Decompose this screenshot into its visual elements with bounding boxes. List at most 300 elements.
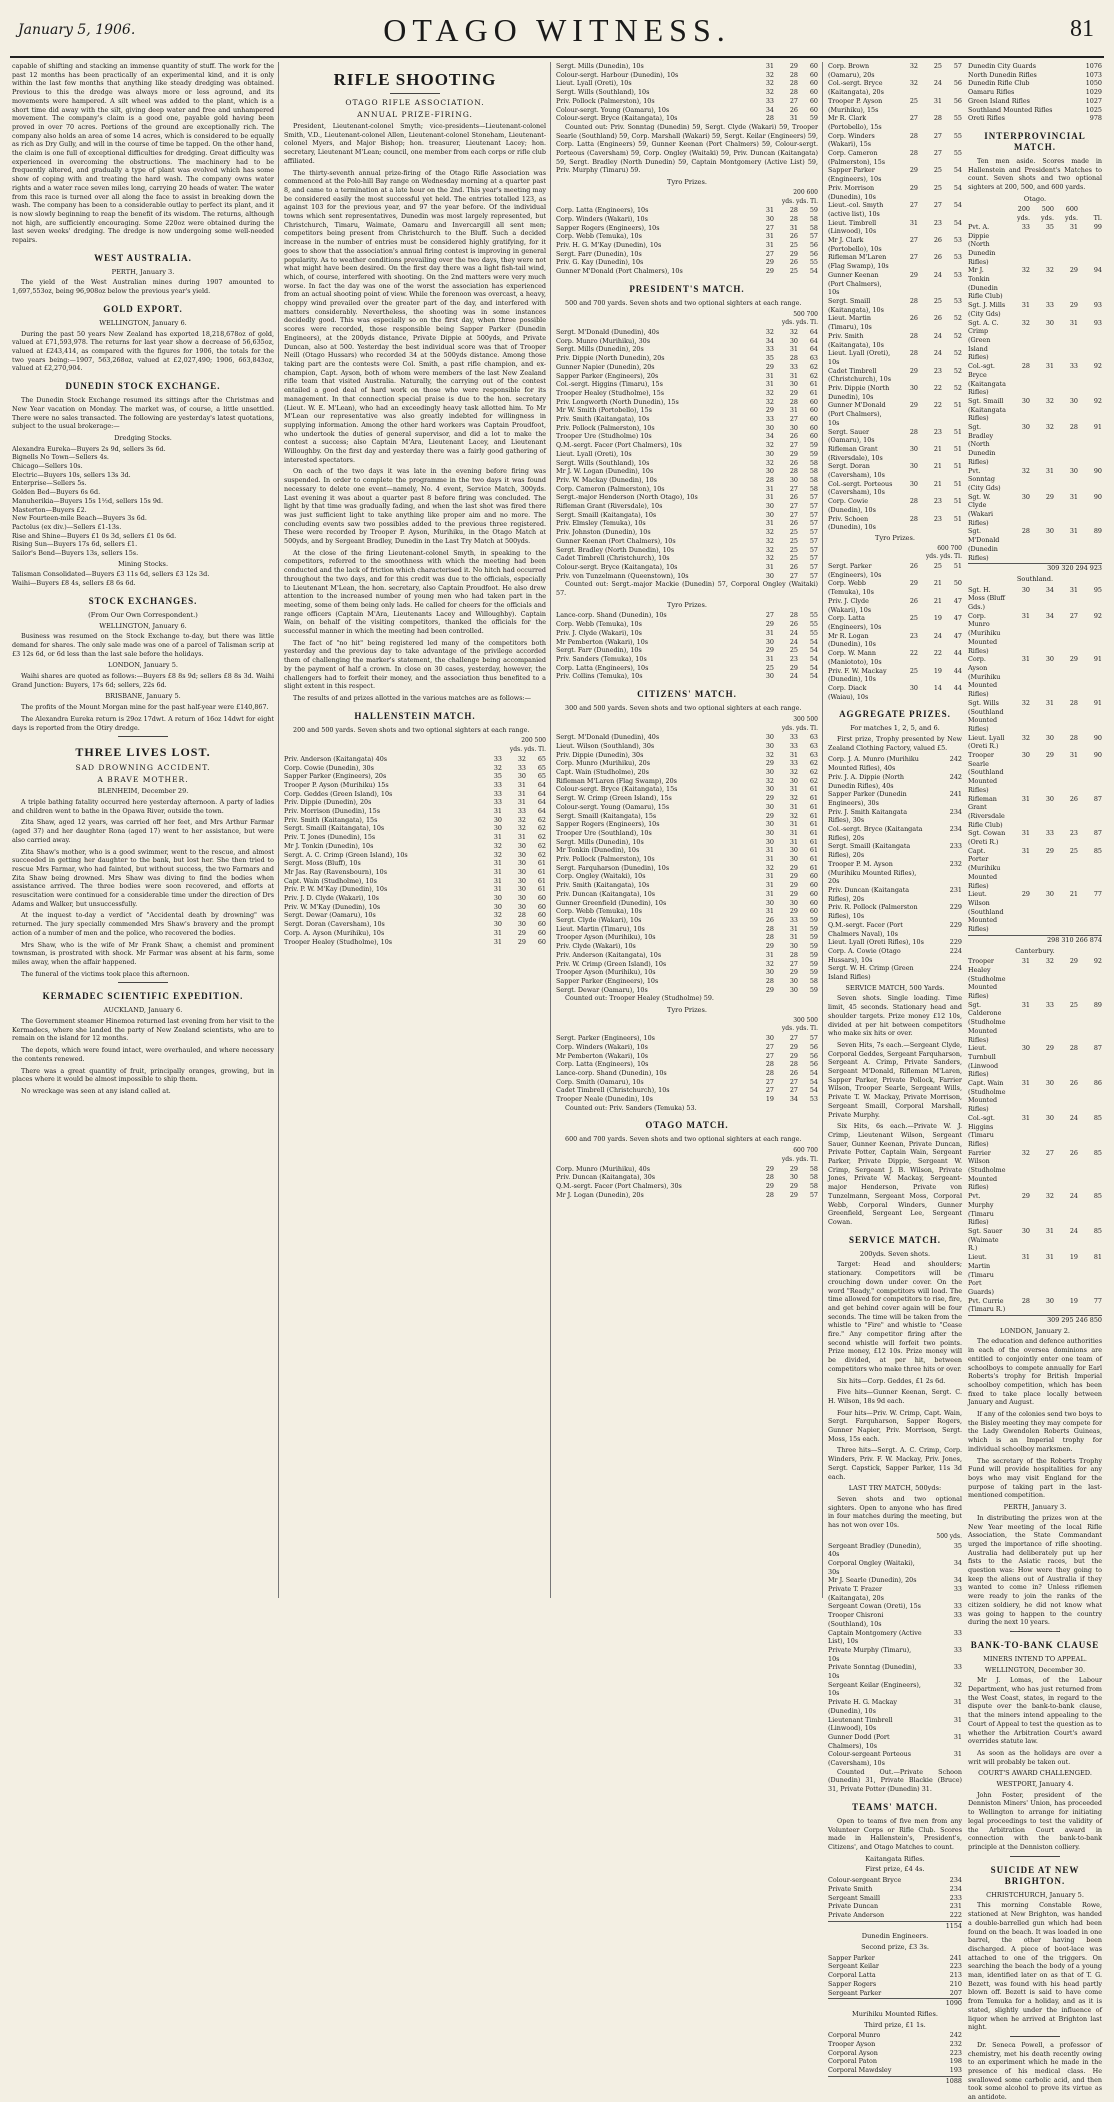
table-cell-value: 56 (953, 96, 962, 105)
table-cell-name: Sgt. Calderone (Studholme Mounted Rifles) (968, 1000, 1006, 1044)
table-cell-value: 234 (949, 1876, 962, 1885)
table-cell-name: Lieut. Wilson (Southland Mounted Rifles) (968, 890, 1004, 934)
table-cell-name: Corporal Ongley (Waitaki), 30s (828, 1558, 915, 1576)
table-cell-value: 53 (953, 236, 962, 245)
table-cell-name: Priv. J. A. Dippie (North Dunedin Rifles), 40s (828, 772, 904, 790)
table-cell-value: 56 (809, 1060, 818, 1069)
page-number: 81 (1070, 16, 1094, 42)
list-item: Alexandra Eureka—Buyers 2s 9d, sellers 3s 6d. (12, 444, 166, 453)
table-cell-name: Corp. Latta (Engineers), 10s (556, 663, 649, 672)
table-cell-value: 28 (909, 331, 918, 340)
table-cell-value: 198 (949, 2057, 962, 2066)
table-cell-value: 57 (809, 519, 818, 528)
table-cell-value: 51 (953, 497, 962, 506)
doctor-text: Dr. Seneca Powell, a professor of chemistry, met his death recently owing to an experiment which he made in the presence of his medical class. He swallowed some carbolic acid, and then took some alcohol to prove its virtue as an antidote. (968, 2040, 1102, 2102)
table-cell-name: Col.-sgt. Bryce (Kaitangata Rifles) (968, 362, 1006, 397)
table-cell-name: Sgt. Bradley (North Dunedin Rifles) (968, 423, 996, 466)
table-cell-value: 55 (953, 131, 962, 140)
stock-heading: DUNEDIN STOCK EXCHANGE. (65, 381, 221, 392)
table-cell-value: 29 (765, 267, 774, 276)
table-cell-value: 90 (1093, 492, 1102, 501)
table-cell-name: Sergeant Bradley (Dunedin), 40s (828, 1541, 922, 1559)
exchanges-text: Business was resumed on the Stock Exchange to-day, but there was little demand for shares. The only sale made was one of a parcel of Talisman scrip at £3 12s 6d, or 6d less than the last sale before the holidays. (12, 632, 274, 658)
table-cell-value: 60 (537, 920, 546, 929)
table-cell-value: 29 (517, 928, 526, 937)
table-cell-value: 29 (765, 620, 774, 629)
table-cell-name: Dunedin City Guards (968, 62, 1037, 70)
table-cell-name (968, 205, 1006, 214)
table-cell-value: 29 (789, 62, 798, 70)
table-cell-value: 33 (517, 763, 526, 772)
table-cell-value: 55 (953, 114, 962, 123)
table-cell-value: 31 (1021, 794, 1030, 803)
table-cell-value: 32 (493, 911, 502, 920)
table-cell-value: 30 (909, 683, 918, 692)
table-cell-name: Corp. Winders (Wakari), 15s (828, 131, 875, 149)
table-cell-value: 91 (1093, 655, 1102, 664)
stock-quote-list (12, 445, 274, 558)
last-try-counted-out: Counted Out.—Private Schoon (Dunedin) 31, Private Blackie (Bruce) 31, Private Potter (Dunedin) 31. (828, 1767, 962, 1794)
table-cell-name: Sapper Parker (Dunedin Engineers), 30s (828, 790, 907, 807)
table-cell-value: 59 (809, 924, 818, 933)
table-cell-value: 26 (909, 596, 918, 605)
table-cell-value: 51 (953, 462, 962, 471)
table-cell-value: 28 (1021, 1296, 1030, 1305)
table-cell-name: Trooper P. Ayson (Murihiku), 15s (828, 96, 883, 114)
table-cell-value: 92 (1093, 611, 1102, 620)
table-cell-value: 23 (933, 427, 942, 436)
table-cell-value: 31 (765, 655, 774, 663)
london-dateline: LONDON, January 5. (107, 661, 179, 670)
table-cell-value: 31 (493, 859, 502, 868)
table-cell-value: 30 (765, 837, 774, 846)
table-cell-name: Sergt. Mills (Dunedin), 10s (556, 837, 644, 846)
table-cell-value: 34 (789, 1095, 798, 1104)
table-cell-name: Priv. Pollock (Palmerston), 10s (556, 423, 655, 432)
table-cell-name: Mr R. Logan (Dunedin), 10s (828, 631, 876, 649)
separator (390, 93, 440, 94)
table-cell-name: Gunner M'Donald (Port Chalmers), 10s (556, 267, 683, 276)
table-cell-value: 25 (765, 663, 774, 672)
table-cell-value: 30 (765, 467, 774, 476)
table-cell-value: 31 (765, 380, 774, 389)
table-cell-value: 85 (1093, 846, 1102, 855)
table-cell-name: Sapper Rogers (Engineers), 10s (556, 820, 660, 829)
table-cell-name: Sapper Parker (828, 1953, 875, 1962)
table-cell-value: 1029 (1085, 88, 1102, 97)
three-hits: Three hits—Sergt. A. C. Crimp, Corp. Winders, Priv. F. W. Mackay, Priv. Jones, Sergt. Capstick, Sapper Parker, 11s 3d each. (828, 1446, 962, 1481)
table-cell-value: 77 (1093, 890, 1102, 899)
table-cell-value: 50 (953, 579, 962, 588)
table-cell-value: 25 (789, 646, 798, 655)
table-cell-value: 29 (765, 942, 774, 951)
table-cell-value: 26 (765, 915, 774, 924)
table-cell-name: Sapper Parker (Engineers), 10s (556, 976, 659, 985)
table-cell-value: 61 (809, 811, 818, 820)
table-cell-name: Corp. J. A. Munro (Murihiku Mounted Rifles), 40s (828, 755, 919, 773)
table-cell-name: Sergt. Smaill (Kaitangata), 10s (284, 824, 385, 833)
table-cell-value: 64 (809, 336, 818, 345)
table-cell-value: 59 (809, 449, 818, 458)
list-item: Bignells No Town—Sellers 4s. (12, 453, 109, 462)
table-cell-value: 62 (809, 768, 818, 777)
table-cell-value: 28 (933, 114, 942, 123)
list-item: Rise and Shine—Buyers £1 0s 3d, sellers £1 0s 6d. (12, 531, 177, 540)
table-cell-value: 60 (809, 62, 818, 70)
tyro-heading: Tyro Prizes. (667, 178, 707, 187)
table-cell-value: 14 (933, 683, 942, 692)
table-cell-value: 54 (809, 1068, 818, 1077)
table-cell-name: Sergt. A. C. Crimp (Green Island), 10s (284, 850, 408, 859)
table-cell-value: 242 (949, 2031, 962, 2040)
table-cell-value: 27 (909, 201, 918, 210)
table-cell-value: 241 (949, 1953, 962, 1962)
table-cell-value: 27 (933, 149, 942, 158)
table-cell-value: 32 (1045, 1192, 1054, 1201)
table-cell-name: Priv. Duncan (Kaitangata Rifles), 20s (828, 885, 910, 903)
table-cell-name: Col.-sergt. Porteous (Caversham), 10s (828, 479, 893, 497)
paragraph: At the inquest to-day a verdict of "Accidental death by drowning" was returned. The jury specially commended Mrs Shaw's bravery and the prompt action of a number of men and the police, who recovered the bodies. (12, 911, 274, 937)
table-cell-value: 21 (1069, 890, 1078, 899)
table-cell-value: 31 (1069, 318, 1078, 327)
table-cell-value: 34 (765, 432, 774, 441)
table-cell-value: 26 (789, 458, 798, 467)
table-cell-value: 31 (765, 371, 774, 380)
table-cell-value: 234 (949, 807, 962, 816)
table-cell-name: Priv. Dippie (North Dunedin), 20s (556, 354, 665, 363)
table-cell-value: 64 (537, 798, 546, 807)
table-cell-value: 32 (953, 1680, 962, 1689)
table-cell-value: 31 (1045, 362, 1054, 371)
table-cell-value: 29 (789, 388, 798, 397)
table-cell-value: 28 (789, 1060, 798, 1069)
table-cell-value: 58 (809, 467, 818, 476)
table-cell-value: 231 (949, 1902, 962, 1911)
table-cell-name: Corp. Cameron (Palmerston), 10s (556, 484, 665, 493)
table-cell-value: 30 (493, 920, 502, 929)
table-cell-value: 59 (809, 933, 818, 942)
table-cell-value: 28 (789, 950, 798, 959)
rifle-paragraphs (284, 122, 546, 703)
table-cell-name: Priv. Pollock (Palmerston), 10s (556, 855, 655, 864)
table-cell-value: 61 (809, 855, 818, 864)
table-cell-value: 31 (765, 889, 774, 898)
table-cell-value: 33 (765, 415, 774, 424)
aggregate-heading: AGGREGATE PRIZES. (839, 709, 951, 720)
table-cell-name: Mr J. W. Logan (Dunedin), 10s (556, 467, 654, 476)
table-cell-value: 57 (809, 232, 818, 241)
kaitangata-heading: Kaitangata Rifles. (865, 1854, 925, 1863)
table-cell-value: 28 (765, 933, 774, 942)
table-cell-name: Priv. J. D. Clyde (Wakari), 10s (284, 894, 379, 903)
table-cell-name: Corporal Paton (828, 2057, 878, 2066)
table-cell-name: Private Duncan (828, 1902, 879, 1911)
table-cell-value: 26 (1069, 1148, 1078, 1157)
table-cell-name: Gunner Keenan (Port Chalmers), 10s (828, 270, 882, 297)
table-cell-value: 25 (789, 554, 798, 563)
suicide-heading: SUICIDE AT NEW BRIGHTON. (990, 1864, 1080, 1886)
tyro2-heading: Tyro Prizes. (667, 600, 707, 609)
table-cell-value: 91 (1093, 698, 1102, 707)
table-cell-value: 44 (953, 666, 962, 675)
paragraph: The results of and prizes allotted in the various matches are as follows:— (293, 694, 532, 702)
last-try-col-header: 500 yds. (936, 1532, 962, 1540)
table-cell-value: 33 (1069, 362, 1078, 371)
table-cell-value: 63 (809, 354, 818, 363)
lives-sub: SAD DROWNING ACCIDENT. (75, 763, 211, 773)
table-cell-value: 32 (493, 841, 502, 850)
table-cell-value: 28 (517, 911, 526, 920)
table-cell-name: Captain Montgomery (Active List), 10s (828, 1628, 922, 1646)
exchanges-dateline: WELLINGTON, January 6. (99, 621, 187, 630)
canterbury-team-total: 309 295 246 850 (968, 1315, 1102, 1325)
table-cell-value: 28 (909, 149, 918, 158)
table-cell-value: 63 (809, 750, 818, 759)
table-cell-value: 32 (1045, 957, 1054, 966)
table-cell-value: 32 (1021, 733, 1030, 742)
table-cell-value: 56 (809, 1042, 818, 1051)
column-1 (12, 62, 274, 1598)
otago-match-table (556, 1165, 818, 1200)
table-cell-value: 57 (809, 528, 818, 537)
table-cell-value: 29 (765, 406, 774, 415)
table-cell-value: 61 (537, 885, 546, 894)
table-cell-value: 61 (809, 785, 818, 794)
table-cell-name: Sgt. A. C. Crimp (Green Island Rifles) (968, 318, 999, 362)
table-cell-value: 60 (537, 911, 546, 920)
table-cell-value: 224 (949, 946, 962, 955)
table-cell-value: 56 (809, 241, 818, 250)
table-cell-value: 30 (909, 384, 918, 393)
table-cell-value: 24 (933, 331, 942, 340)
table-cell-value: 29 (789, 249, 798, 258)
table-cell-name: Priv. Morrison (Dunedin), 15s (284, 807, 380, 816)
table-cell-name: Sergt. Dewar (Oamaru), 10s (556, 985, 648, 994)
table-cell-value: 30 (765, 423, 774, 432)
separator (1010, 2036, 1060, 2037)
table-cell-value: 19 (933, 614, 942, 623)
presidents-counted-out: Counted out: Sergt.-major Mackie (Dunedin) 57, Corporal Ongley (Waitaki) 57. (556, 580, 818, 598)
table-cell-name: Priv. W. Mackay (Dunedin), 10s (556, 475, 657, 484)
table-cell-value: 32 (517, 754, 526, 763)
paragraph: Zita Shaw, aged 12 years, was carried off her feet, and Mrs Arthur Farmar (aged 37) and her daughter Rona (aged 17) went to her assistance, but were also carried away. (12, 818, 274, 844)
table-cell-name: Lieut. Lyall (Oreti), 10s (556, 79, 632, 88)
table-cell-value: 54 (953, 218, 962, 227)
table-cell-value: 27 (789, 510, 798, 519)
table-cell-value: 28 (765, 976, 774, 985)
table-cell-value: 29 (765, 794, 774, 803)
table-cell-value: 27 (933, 131, 942, 140)
table-cell-value: 30 (765, 820, 774, 829)
table-cell-value: 23 (933, 514, 942, 523)
column-2 (284, 62, 546, 1598)
court-text: John Foster, president of the Denniston Miners' Union, has proceeded to Wellington to arrange for initiating legal proceedings to test the validity of the Arbitration Court award in connection with the bank-to-bank principle at the Denniston colliery. (968, 1790, 1102, 1851)
list-item: Enterprise—Sellers 5s. (12, 479, 87, 488)
table-cell-value: 32 (1021, 266, 1030, 275)
table-cell-value: 54 (809, 637, 818, 646)
table-cell-name: Corp. Cameron (Palmerston), 15s (828, 149, 886, 166)
interprovincial-heading: INTERPROVINCIAL MATCH. (984, 130, 1086, 152)
service2-sub: 200yds. Seven shots. (859, 1249, 931, 1258)
table-cell-name: Sergeant Keilar (828, 1962, 879, 1971)
table-cell-value: 25 (1069, 1000, 1078, 1009)
table-cell-value: 92 (1093, 957, 1102, 966)
table-cell-value: 19 (1069, 1253, 1078, 1262)
table-cell-name: Col.-sgt. Higgins (Timaru Rifles) (968, 1113, 995, 1148)
table-cell-value: 29 (765, 985, 774, 994)
table-cell-value: 54 (809, 655, 818, 663)
table-cell-value: 30 (517, 841, 526, 850)
table-cell-name: Sergt. Smaill (Kaitangata), 10s (556, 510, 657, 519)
table-cell-value: 31 (1021, 1253, 1030, 1262)
table-cell-value: 99 (1093, 222, 1102, 231)
table-cell-value: 32 (765, 776, 774, 785)
citizens-counted-out: Counted out: Trooper Healey (Studholme) 59. (565, 994, 714, 1003)
table-cell-name: Sergt. Smaill (Kaitangata Rifles), 20s (828, 842, 911, 860)
table-cell-name: Trooper Neale (Dunedin), 10s (556, 1095, 653, 1104)
table-cell-value: 24 (789, 637, 798, 646)
table-cell-value: 32 (909, 62, 918, 70)
table-cell-name: Sergt. W. H. Crimp (Green Island Rifles) (828, 964, 914, 982)
table-cell-value: 30 (789, 1173, 798, 1182)
table-cell-value: 30 (789, 855, 798, 864)
table-cell-name: Sergt. Farr (Dunedin), 10s (556, 646, 642, 655)
table-cell-value: 23 (933, 497, 942, 506)
table-cell-value: 61 (809, 828, 818, 837)
dredging-stocks-heading: Dredging Stocks. (114, 433, 172, 442)
table-cell-value: 29 (1069, 655, 1078, 664)
table-cell-value: 19 (933, 666, 942, 675)
table-cell-value: 92 (1093, 362, 1102, 371)
table-cell-value: 81 (1093, 1253, 1102, 1262)
table-cell-value: 33 (765, 345, 774, 354)
table-cell-value: 31 (789, 924, 798, 933)
table-cell-value: 47 (953, 631, 962, 640)
table-cell-value: 62 (809, 371, 818, 380)
table-cell-value: 28 (765, 114, 774, 123)
table-cell-value: 28 (789, 88, 798, 97)
table-cell-value: 29 (765, 362, 774, 371)
hallenstein-sub: 200 and 500 yards. Seven shots and two optional sighters at each range. (293, 725, 530, 734)
table-cell-value: Tl. (1093, 214, 1102, 223)
table-cell-value: 58 (809, 484, 818, 493)
table-cell-name: Lance-corp. Shand (Dunedin), 10s (556, 611, 667, 620)
separator (1010, 1856, 1060, 1857)
table-cell-value: 30 (765, 502, 774, 511)
table-cell-value: 25 (1069, 846, 1078, 855)
table-cell-value: 32 (1021, 466, 1030, 475)
table-cell-value: 33 (789, 915, 798, 924)
aggregate-text: First prize, Trophy presented by New Zealand Clothing Factory, valued £5. (828, 735, 962, 752)
table-cell-value: 33 (1045, 1000, 1054, 1009)
court-heading: COURT'S AWARD CHALLENGED. (978, 1769, 1092, 1778)
table-cell-name: Lieut. Lyall (Oreti), 10s (556, 449, 632, 458)
table-cell-value: 30 (517, 885, 526, 894)
table-cell-value: 27 (909, 253, 918, 262)
wa-heading: WEST AUSTRALIA. (94, 252, 192, 263)
table-cell-value: 31 (765, 628, 774, 637)
table-cell-name: Corporal Latta (828, 1971, 876, 1980)
table-cell-value: 30 (789, 776, 798, 785)
table-cell-value: 95 (1093, 585, 1102, 594)
table-cell-name: Priv. J. Smith Kaitangata Rifles), 30s (828, 807, 908, 825)
table-cell-name: Mr Pemberton (Wakari), 10s (556, 1051, 649, 1060)
table-cell-name: Lance-corp. Shand (Dunedin), 10s (556, 1068, 667, 1077)
table-cell-name: Sgt. Smaill (Kaitangata Rifles) (968, 396, 1006, 423)
table-cell-value: 22 (933, 384, 942, 393)
table-cell-value: 229 (949, 903, 962, 912)
table-cell-name: Corp. A. Cowie (Otago Hussars), 10s (828, 946, 901, 964)
table-cell-value: 59 (809, 942, 818, 951)
gold-text: During the past 50 years New Zealand has exported 18,218,678oz of gold, valued at £71,593,978. The returns for last year show a decrease of 56,635oz, valued at £243,414, as compared with the figures for 1906, the totals for the two years being:—1907, 563,268oz, valued at £2,027,490; 1906, 663,843oz, valued at £2,270,904. (12, 329, 274, 373)
table-cell-value: 25 (933, 166, 942, 175)
presidents-col-header: 500 700 (793, 310, 818, 318)
otago-match-sub: 600 and 700 yards. Seven shots and two optional sighters at each range. (565, 1135, 802, 1144)
column-divider (822, 62, 823, 1598)
table-cell-name: Corp. Munro (Murihiku), 40s (556, 1164, 651, 1173)
table-cell-value: 33 (789, 759, 798, 768)
table-cell-name: Trooper P. Ayson (Murihiku) 15s (284, 780, 389, 789)
table-cell-value: 28 (789, 214, 798, 223)
table-cell-value: 31 (789, 750, 798, 759)
table-cell-value: 30 (493, 824, 502, 833)
table-cell-name: Sergt. Mills (Dunedin), 20s (556, 345, 644, 354)
table-cell-value: 32 (909, 79, 918, 88)
suicide-text: This morning Constable Rowe, stationed at New Brighton, was handed a double-barrelled gun which had been found on the beach. It was loaded in one barrel, the other having been discharged. A piece of boot-lace was attached to one of the triggers. On searching the beach the body of a young man, identified later on as that of T. G. Bezett, was found with his head partly blown off. Bezett is said to have come from Temuka for a holiday, and as it is stated, slightly under the influence of liquor when he arrived at Brighton last night. (968, 1901, 1102, 2032)
table-cell-value: 30 (765, 741, 774, 750)
table-cell-name: Trooper Ayson (Murihiku), 10s (556, 968, 656, 977)
table-cell-value: 58 (809, 1181, 818, 1190)
table-cell-name: Sergt. Wills (Southland), 10s (556, 458, 650, 467)
table-cell-value: 32 (1021, 1148, 1030, 1157)
table-cell-value: 31 (789, 820, 798, 829)
table-cell-value: 31 (765, 206, 774, 215)
table-cell-name: Corp. Cowie (Dunedin), 30s (284, 763, 374, 772)
table-cell-name: Col.-sergt. Higgins (Timaru), 15s (556, 380, 663, 389)
table-cell-name: Lieut. Wilson (Southland), 30s (556, 741, 655, 750)
table-cell-value: 21 (933, 479, 942, 488)
table-cell-value: 54 (809, 672, 818, 681)
table-cell-name: Corp. Smith (Oamaru), 10s (556, 1077, 644, 1086)
table-cell-name: Capt. Wain (Studholme), 10s (284, 876, 377, 885)
table-cell-value: 60 (809, 70, 818, 79)
table-cell-value: 27 (789, 1086, 798, 1095)
table-cell-value: 30 (789, 846, 798, 855)
table-cell-value: 30 (1045, 1296, 1054, 1305)
masthead (0, 0, 1114, 60)
table-cell-name: Mr Jas. Ray (Ravensbourn), 10s (284, 867, 387, 876)
table-cell-value: 59 (809, 441, 818, 450)
table-cell-value: 57 (809, 536, 818, 545)
table-cell-value: 59 (809, 206, 818, 215)
column-4 (828, 62, 962, 2085)
otago-team-table (968, 223, 1102, 562)
table-cell-value: 31 (1021, 1079, 1030, 1088)
table-cell-name: Gunner Keenan (Port Chalmers), 10s (556, 536, 676, 545)
teams-summary-table (968, 62, 1102, 123)
table-cell-value: 61 (809, 820, 818, 829)
paragraph: At the close of the firing Lieutenant-colonel Smyth, in speaking to the competitors, referred to the smoothness with which the meeting had been conducted and the lack of friction which characterised it. No hitch had occurred throughout the two days, and for this credit was due to the officials, especially to Lieutenant M'Lean, the hon. secretary, also Captain Proudfoot. He also drew attention to the increased number of young men who had taken part in the meeting, some of them being only lads. He called for cheers for the officials and range officers (Captain M'Ara, Lieutenants Lacey and Willoughby). Captain Wain, on behalf of the visiting competitors, thanked the officials for the successful manner in which the meeting had been controlled. (284, 548, 546, 636)
table-cell-name: Lieut. Timbrell (Linwood), 10s (828, 218, 877, 236)
table-cell-name: Rifleman Grant (Riversdale), 10s (556, 502, 663, 511)
table-cell-name: Colour-sergt. Young (Oamaru), 10s (556, 105, 670, 114)
table-cell-value: 27 (933, 201, 942, 210)
table-cell-value: 31 (517, 798, 526, 807)
table-cell-value: 58 (809, 976, 818, 985)
table-cell-value: 52 (953, 366, 962, 375)
table-cell-value: 52 (953, 349, 962, 358)
table-cell-value: 31 (765, 846, 774, 855)
